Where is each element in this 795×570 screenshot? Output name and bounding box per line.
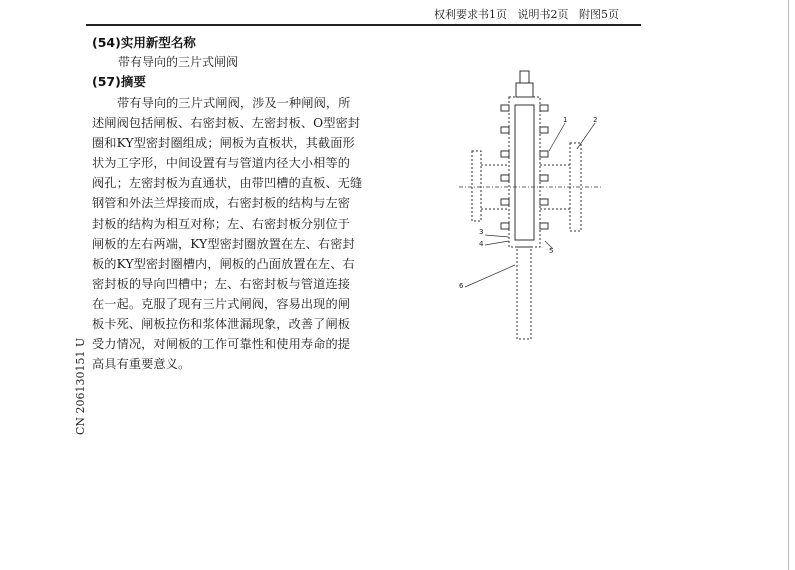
abstract-line: 述闸阀包括闸板、右密封板、左密封板、O型密封 [92,116,361,131]
valve-drawing [445,65,615,355]
document-page-counts: 权利要求书1页 说明书2页 附图5页 [434,8,619,21]
utility-model-title: 带有导向的三片式闸阀 [118,55,239,69]
abstract-line: 状为工字形，中间设置有与管道内径大小相等的 [92,156,351,171]
abstract-line: 闸板的左右两端，KY型密封圈放置在左、右密封 [92,236,355,251]
abstract-line: 阀孔；左密封板为直通状，由带凹槽的直板、无缝 [92,176,363,191]
bolts-left [501,105,509,229]
stem-cap [520,71,529,83]
label-4: 4 [479,240,484,248]
abstract-line: 带有导向的三片式闸阀，涉及一种闸阀，所 [117,96,351,110]
label-6: 6 [459,282,464,290]
gate-body [509,97,540,247]
abstract-line: 高具有重要意义。 [92,357,191,372]
label-1: 1 [563,116,568,124]
label-2: 2 [593,116,598,124]
abstract-heading: (57)摘要 [92,74,146,89]
header-rule [86,24,641,26]
upper-stem [516,83,533,97]
abstract-line: 密封板的导向凹槽中；左、右密封板与管道连接 [92,276,351,291]
abstract-line: 钢管和外法兰焊接而成，右密封板的结构与左密 [92,196,351,211]
left-flange [472,151,481,221]
abstract-line: 在一起。克服了现有三片式闸阀，容易出现的闸 [92,296,351,311]
page-edge [788,0,789,570]
abstract-line: 板的KY型密封圈槽内，闸板的凸面放置在左、右 [92,256,355,271]
publication-number: CN 206130151 U [74,337,87,435]
abstract-body [92,93,380,374]
abstract-line: 圈和KY型密封圈组成；闸板为直板状，其截面形 [92,136,355,151]
utility-model-name-heading: (54)实用新型名称 [92,35,196,50]
gate-plate [515,105,534,240]
label-3: 3 [479,228,484,236]
label-5: 5 [549,247,554,255]
abstract-line: 板卡死、闸板拉伤和浆体泄漏现象，改善了闸板 [92,317,351,332]
abstract-line: 受力情况，对闸板的工作可靠性和使用寿命的提 [92,337,351,352]
lower-stem [517,247,531,339]
bolts-right [540,105,548,229]
abstract-line: 封板的结构为相互对称；左、右密封板分别位于 [92,216,351,231]
